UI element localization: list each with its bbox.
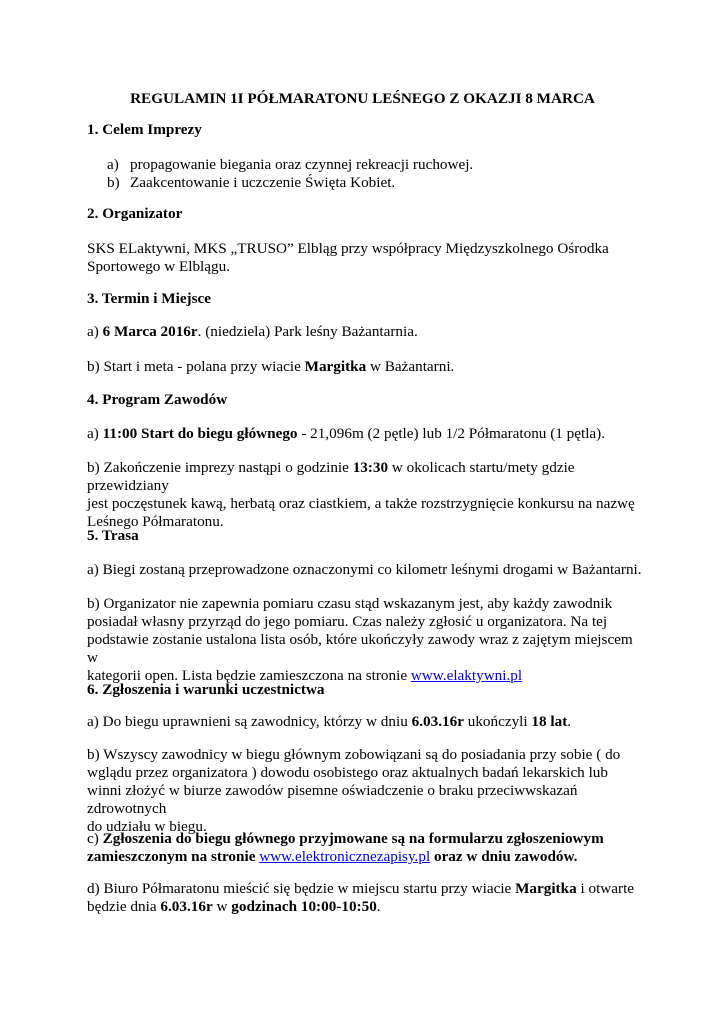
item-text: ukończyli	[463, 713, 532, 730]
section-3-item-a	[87, 323, 647, 341]
text-line: wglądu przez organizatora ) dowodu osobistego oraz aktualnych badań lekarskich lub	[87, 764, 608, 781]
start-time: 11:00 Start do biegu głównego	[102, 425, 298, 442]
text-line	[87, 848, 647, 866]
text-line: Sportowego w Elblągu.	[87, 258, 230, 275]
list-item-text: Zaakcentowanie i uczczenie Święta Kobiet.	[130, 174, 396, 191]
office-hours: godzinach 10:00-10:50	[231, 898, 377, 915]
section-6-item-a	[87, 713, 647, 731]
item-text: w	[212, 898, 232, 915]
minimum-age: 18 lat	[531, 713, 568, 730]
text-line: Leśnego Półmaratonu.	[87, 513, 224, 530]
list-item	[87, 156, 647, 174]
end-time: 13:30	[352, 459, 389, 476]
item-text: b) Zakończenie imprezy nastąpi o godzinie	[87, 459, 353, 476]
text-line: b) Organizator nie zapewnia pomiaru czasu stąd wskazanym jest, aby każdy zawodnik	[87, 595, 613, 612]
section-3-heading: 3. Termin i Miejsce	[87, 290, 212, 307]
section-1-heading: 1. Celem Imprezy	[87, 121, 202, 138]
item-text: w okolicach startu/mety gdzie przewidziany	[87, 459, 575, 494]
item-text: b) Start i meta - polana przy wiacie	[87, 358, 305, 375]
item-text: - 21,096m (2 pętle) lub 1/2 Półmaratonu (1 pętla).	[297, 425, 606, 442]
registration-note: Zgłoszenia do biegu głównego przyjmowane są na formularzu zgłoszeniowym	[102, 830, 604, 847]
text-line: podstawie zostanie ustalona lista osób, które ukończyły zawody wraz z zajętym miejscem w	[87, 631, 633, 666]
section-6-heading: 6. Zgłoszenia i warunki uczestnictwa	[87, 681, 325, 698]
item-text: . (niedziela) Park leśny Bażantarnia.	[197, 323, 418, 340]
eligibility-date: 6.03.16r	[411, 713, 464, 730]
section-4-heading: 4. Program Zawodów	[87, 391, 228, 408]
list-item-text: propagowanie biegania oraz czynnej rekreacji ruchowej.	[130, 156, 474, 173]
section-6	[87, 681, 647, 699]
event-date: 6 Marca 2016r	[102, 323, 198, 340]
section-4-item-b	[87, 459, 647, 531]
item-text: będzie dnia	[87, 898, 161, 915]
text-line: do udziału w biegu.	[87, 818, 207, 835]
section-6-item-b	[87, 746, 647, 836]
text-line	[87, 898, 647, 916]
section-4-item-a	[87, 425, 647, 443]
office-date: 6.03.16r	[160, 898, 213, 915]
item-text: w Bażantarni.	[366, 358, 455, 375]
section-5-heading: 5. Trasa	[87, 527, 139, 544]
item-text: d) Biuro Półmaratonu mieścić się będzie w miejscu startu przy wiacie	[87, 880, 516, 897]
section-5	[87, 527, 647, 545]
item-prefix: a)	[87, 425, 103, 442]
section-6-item-d	[87, 880, 647, 916]
section-2-heading: 2. Organizator	[87, 205, 183, 222]
text-line: a) Biegi zostaną przeprowadzone oznaczonymi co kilometr leśnymi drogami w Bażantarni.	[87, 561, 642, 578]
item-prefix: a)	[87, 323, 103, 340]
elektronicznezapisy-link[interactable]: www.elektronicznezapisy.pl	[259, 848, 431, 865]
section-2-paragraph	[87, 240, 647, 276]
list-marker: a)	[107, 156, 119, 173]
section-3-item-b	[87, 358, 647, 376]
text-line: jest poczęstunek kawą, herbatą oraz ciastkiem, a także rozstrzygnięcie konkursu na nazwę	[87, 495, 635, 512]
text-line: SKS ELaktywni, MKS „TRUSO” Elbląg przy współpracy Międzyszkolnego Ośrodka	[87, 240, 609, 257]
item-text: kategorii open. Lista będzie zamieszczona na stronie	[87, 667, 411, 684]
section-4	[87, 391, 647, 409]
section-3	[87, 290, 647, 308]
text-line	[87, 830, 647, 848]
item-prefix: c)	[87, 830, 103, 847]
item-text: a) Do biegu uprawnieni są zawodnicy, którzy w dniu	[87, 713, 412, 730]
item-text: i otwarte	[576, 880, 635, 897]
section-6-item-c	[87, 830, 647, 866]
section-2	[87, 205, 647, 223]
list-item	[87, 174, 647, 192]
location-name: Margitka	[515, 880, 577, 897]
document-title: REGULAMIN 1I PÓŁMARATONU LEŚNEGO Z OKAZJI 8 MARCA	[130, 90, 595, 107]
text-line: winni złożyć w biurze zawodów pisemne oświadczenie o braku przeciwwskazań zdrowotnych	[87, 782, 578, 817]
text-line	[87, 880, 647, 898]
section-1-list	[87, 156, 647, 192]
list-marker: b)	[107, 174, 120, 191]
item-text: .	[376, 898, 381, 915]
section-5-item-a	[87, 561, 647, 579]
elaktywni-link[interactable]: www.elaktywni.pl	[410, 667, 523, 684]
registration-note: zamieszczonym na stronie	[87, 848, 260, 865]
section-5-item-b	[87, 595, 647, 685]
text-line: b) Wszyscy zawodnicy w biegu głównym zobowiązani są do posiadania przy sobie ( do	[87, 746, 621, 763]
registration-note: oraz w dniu zawodów.	[430, 848, 578, 865]
item-text: .	[567, 713, 572, 730]
text-line: posiadał własny przyrząd do jego pomiaru. Czas należy zgłosić u organizatora. Na tej	[87, 613, 608, 630]
text-line	[87, 459, 647, 495]
section-1	[87, 121, 647, 139]
location-name: Margitka	[304, 358, 367, 375]
